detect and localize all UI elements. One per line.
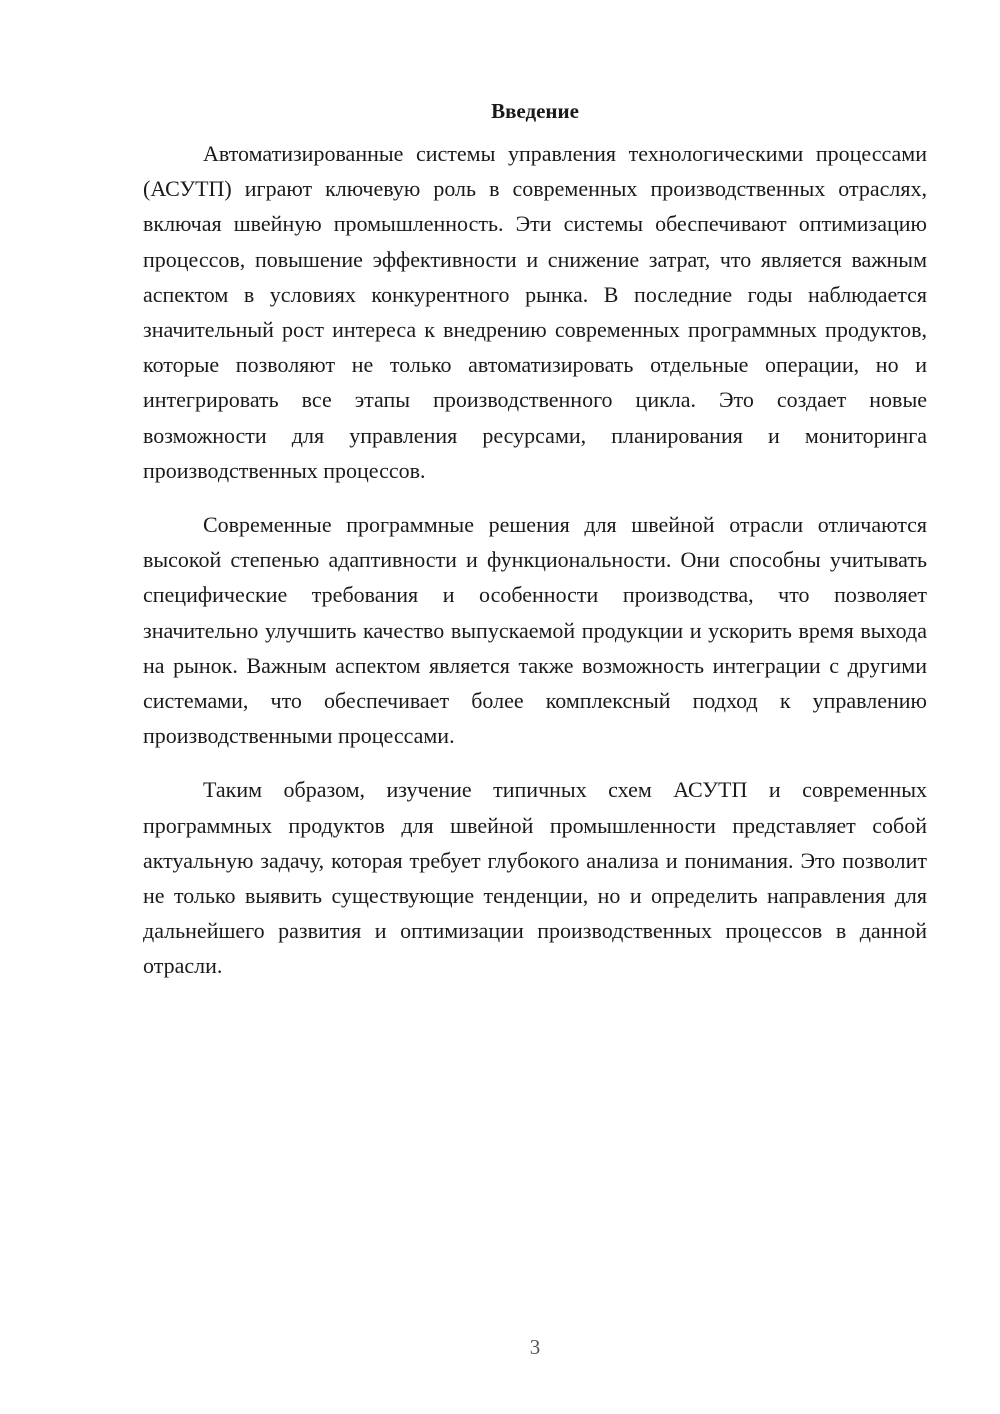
- section-title: Введение: [491, 99, 579, 123]
- paragraph-1: Автоматизированные системы управления технологическими процессами (АСУТП) играют ключевую роль в современных производственных отраслях, включая швейную промышленность. Эти системы обеспечивают оптимизацию процессов, повышение эффективности и снижение затрат, что является важным аспектом в условиях конкурентного рынка. В последние годы наблюдается значительный рост интереса к внедрению современных программных продуктов, которые позволяют не только автоматизировать отдельные операции, но и интегрировать все этапы производственного цикла. Это создает новые возможности для управления ресурсами, планирования и мониторинга производственных процессов.: [143, 141, 927, 483]
- page-content: [143, 96, 927, 984]
- page-number: 3: [529, 1335, 541, 1359]
- paragraph-2: Современные программные решения для швейной отрасли отличаются высокой степенью адаптивности и функциональности. Они способны учитывать специфические требования и особенности производства, что позволяет значительно улучшить качество выпускаемой продукции и ускорить время выхода на рынок. Важным аспектом является также возможность интеграции с другими системами, что обеспечивает более комплексный подход к управлению производственными процессами.: [143, 512, 927, 749]
- paragraph-3: Таким образом, изучение типичных схем АСУТП и современных программных продуктов для швейной промышленности представляет собой актуальную задачу, которая требует глубокого анализа и понимания. Это позволит не только выявить существующие тенденции, но и определить направления для дальнейшего развития и оптимизации производственных процессов в данной отрасли.: [143, 777, 927, 979]
